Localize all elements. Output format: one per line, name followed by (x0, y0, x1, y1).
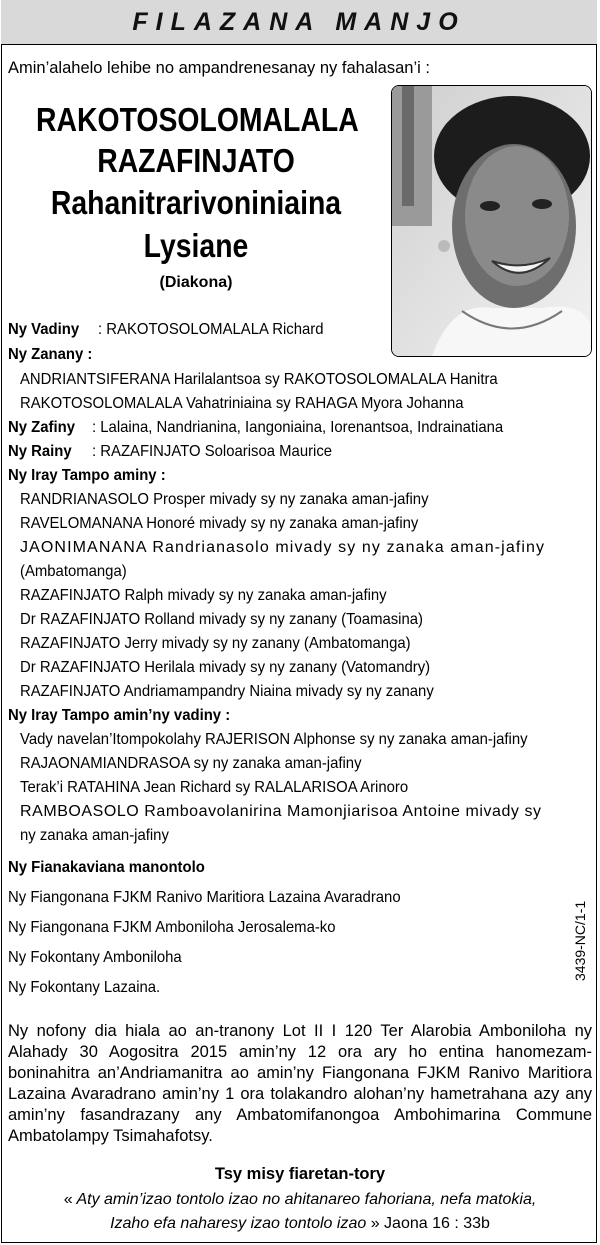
iray-tampo-vadiny-item: Vady navelan’Itompokolahy RAJERISON Alphonse sy ny zanaka aman-jafiny (20, 731, 528, 748)
zanany-item: ANDRIANTSIFERANA Harilalantsoa sy RAKOTOSOLOMALALA Hanitra (20, 371, 498, 388)
verse-text-1: Aty amin’izao tontolo izao no ahitanareo fahoriana, nefa matokia, (76, 1191, 537, 1208)
iray-tampo-label: Ny Iray Tampo aminy : (8, 467, 166, 484)
verse-open-quote: « (63, 1191, 73, 1208)
iray-tampo-vadiny-label: Ny Iray Tampo amin’ny vadiny : (8, 707, 231, 724)
rainy-value: : RAZAFINJATO Soloarisoa Maurice (92, 443, 333, 460)
verse-line-1 (0, 1190, 600, 1210)
header-banner (1, 0, 597, 45)
iray-tampo-item: RAZAFINJATO Ralph mivady sy ny zanaka aman-jafiny (20, 587, 387, 604)
deceased-name-2: RAZAFINJATO (97, 142, 295, 179)
zafiny-value: : Lalaina, Nandrianina, Iangoniaina, Iorenantsoa, Indrainatiana (92, 419, 504, 436)
verse-reference: Jaona 16 : 33b (384, 1215, 490, 1232)
deceased-name-4: Lysiane (143, 227, 249, 264)
iray-tampo-item: RAZAFINJATO Andriamampandry Niaina mivady sy ny zanany (20, 683, 434, 700)
iray-tampo-item: (Ambatomanga) (20, 563, 127, 580)
ref-code-box (570, 895, 596, 985)
vadiny-value: : RAKOTOSOLOMALALA Richard (98, 321, 324, 338)
fianakaviana-item: Ny Fokontany Lazaina. (8, 979, 161, 996)
deceased-name-3: Rahanitrarivoniniaina (50, 184, 342, 221)
iray-tampo-item: Dr RAZAFINJATO Herilala mivady sy ny zanany (Vatomandry) (20, 659, 431, 676)
zanany-item: RAKOTOSOLOMALALA Vahatriniaina sy RAHAGA Myora Johanna (20, 395, 464, 412)
verse-line-2 (0, 1214, 600, 1234)
ref-code: 3439-NC/1-1 (572, 900, 588, 981)
intro-text: Amin’alahelo lehibe no ampandrenesanay ny fahalasan’i : (8, 59, 430, 77)
portrait-image (392, 86, 591, 356)
iray-tampo-vadiny-item: RAJAONAMIANDRASOA sy ny zanaka aman-jafiny (20, 755, 362, 772)
verse-text-2: Izaho efa naharesy izao tontolo izao (110, 1215, 367, 1232)
iray-tampo-vadiny-item: ny zanaka aman-jafiny (20, 827, 169, 844)
announcement-paragraph: Ny nofony dia hiala ao an-tranony Lot II I 120 Ter Alarobia Amboniloha ny Alahady 30 Aogositra 2015 amin’ny 12 ora ary ho entina hanomezam-boninahitra an’Andriamanitra ao amin’ny Fiangonana FJKM Ranivo Maritiora Lazaina Avaradrano amin’ny 1 ora tolakandro alohan’ny hametrahana azy any amin’ny fasandrazany any Ambatomifanongoa Ambohimarina Commune Ambatolampy Tsimahafotsy. (8, 1022, 592, 1145)
fianakaviana-item: Ny Fokontany Amboniloha (8, 949, 182, 966)
iray-tampo-item: RANDRIANASOLO Prosper mivady sy ny zanaka aman-jafiny (20, 491, 429, 508)
fianakaviana-item: Ny Fiangonana FJKM Amboniloha Jerosalema-ko (8, 919, 336, 936)
fianakaviana-label: Ny Fianakaviana manontolo (8, 859, 205, 876)
iray-tampo-vadiny-item: RAMBOASOLO Ramboavolanirina Mamonjiarisoa Antoine mivady sy (20, 803, 542, 820)
iray-tampo-item: RAVELOMANANA Honoré mivady sy ny zanaka aman-jafiny (20, 515, 419, 532)
verse-close-quote: » (370, 1215, 380, 1232)
portrait-photo (391, 85, 592, 357)
no-flowers-note: Tsy misy fiaretan-tory (214, 1165, 386, 1183)
rainy-label: Ny Rainy (8, 443, 72, 460)
header-title: FILAZANA MANJO (132, 7, 466, 36)
zanany-label: Ny Zanany : (8, 346, 93, 363)
deceased-name-1: RAKOTOSOLOMALALA (36, 101, 359, 138)
iray-tampo-item: RAZAFINJATO Jerry mivady sy ny zanany (Ambatomanga) (20, 635, 411, 652)
iray-tampo-item: Dr RAZAFINJATO Rolland mivady sy ny zanany (Toamasina) (20, 611, 423, 628)
deceased-title: (Diakona) (159, 274, 233, 291)
fianakaviana-item: Ny Fiangonana FJKM Ranivo Maritiora Lazaina Avaradrano (8, 889, 401, 906)
iray-tampo-item: JAONIMANANA Randrianasolo mivady sy ny zanaka aman-jafiny (20, 539, 546, 556)
vadiny-label: Ny Vadiny (8, 321, 80, 338)
iray-tampo-vadiny-item: Terak’i RATAHINA Jean Richard sy RALALARISOA Arinoro (20, 779, 409, 796)
zafiny-label: Ny Zafiny (8, 419, 75, 436)
